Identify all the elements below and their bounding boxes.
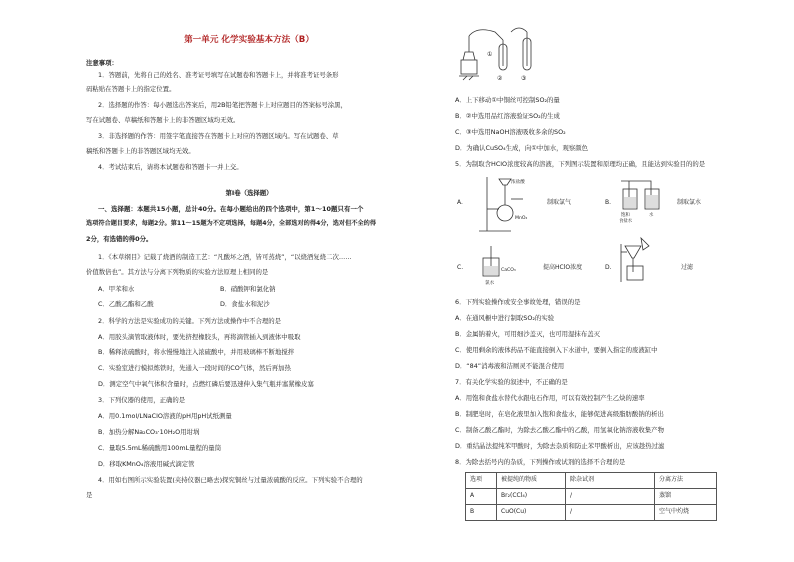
q4-option-c: C．③中选用NaOH溶液吸收多余的SO₂ — [455, 128, 566, 136]
question-1-stem: 价值数倍也”。其方法与分离下列物质的实验方法原理上相同的是 — [86, 268, 269, 276]
page-title: 第一单元 化学实验基本方法（B） — [184, 35, 314, 45]
table-cell: A — [466, 489, 497, 505]
q3-option-c: C．量取5.5mL稀硫酸用100mL量程的量筒 — [98, 444, 222, 452]
q5-option-c-letter: C. — [457, 264, 464, 271]
apparatus-label-1: ① — [487, 51, 493, 58]
q7-option-d: D．重结晶法提纯苯甲酸时，为除去杂质和防止苯甲酸析出，应该趁热过滤 — [455, 442, 665, 450]
chlorine-generator-figure — [477, 173, 537, 235]
question-3-stem: 3．下列仪器的使用，正确的是 — [98, 396, 186, 404]
q3-option-b: B．加热分解Na₂CO₃·10H₂O用坩埚 — [98, 428, 200, 436]
hclo-concentration-figure — [477, 244, 527, 288]
question-8-stem: 8．为除去括号内的杂质，下列操作或试剂的选择不合理的是 — [455, 458, 626, 466]
q2-option-a: A．用胶头滴管取液体时，要先挤捏橡胶头，再将滴管插入到液体中吸取 — [98, 333, 301, 341]
table-header-cell: 除杂试剂 — [566, 473, 655, 489]
q7-option-a: A．用饱和食盐水替代水跟电石作用，可以有效控制产生乙炔的速率 — [455, 394, 645, 402]
table-header-row — [466, 473, 717, 489]
question-1-stem: 1．《本草纲目》记载了烧酒的制造工艺：“凡酸坏之酒，皆可蒸烧”，“以烧酒复烧二次…… — [98, 253, 352, 261]
question-2-stem: 2．科学的方法是实验成功的关键。下列方法或操作中不合理的是 — [98, 317, 282, 325]
question-6-stem: 6．下列实验操作或安全事故处理，错误的是 — [455, 298, 581, 306]
apparatus-label-2: ② — [497, 75, 503, 82]
chlorine-water-figure — [619, 177, 665, 225]
q1-option-a: A．甲苯和水 — [98, 285, 135, 293]
q1-option-c: C．乙酸乙酯和乙酸 — [98, 300, 154, 308]
q6-option-d: D．“84”消毒液和洁厕灵不能混合使用 — [455, 362, 565, 370]
table-cell: / — [566, 489, 655, 505]
q6-option-a: A．在通风橱中进行制取SO₂的实验 — [455, 314, 555, 322]
q5-option-c-caption: 提高HClO浓度 — [543, 264, 583, 271]
q5-option-d-caption: 过滤 — [681, 264, 694, 271]
mno2-label: MnO₂ — [515, 216, 528, 221]
question-4-stem: 是 — [86, 491, 93, 499]
q4-option-b: B．②中选用品红溶液验证SO₂的生成 — [455, 112, 560, 120]
q3-option-a: A．用0.1mol/LNaClO溶液的pH用pH试纸测量 — [98, 412, 232, 420]
table-header-cell: 分离方法 — [655, 473, 717, 489]
q7-option-c: C．制备乙酸乙酯时，为除去乙酸乙酯中的乙酸，用氢氧化钠溶液收集产物 — [455, 426, 664, 434]
water-label: 水 — [649, 213, 654, 218]
q2-option-c: C．实验室进行模拟炼铁时，先通入一段时间的CO气体，然后再加热 — [98, 364, 291, 372]
intro-line: 一、选择题：本题共15小题，总计40分。在每小题给出的四个选项中，第1～10题只有一个 — [98, 205, 364, 213]
impurity-removal-table — [465, 472, 717, 521]
table-header-cell: 选项 — [466, 473, 497, 489]
note-line: 写在试题卷、草稿纸和答题卡上的非答题区域均无效。 — [86, 116, 240, 124]
caco3-label: CaCO₃ — [501, 268, 516, 273]
note-line: 码粘贴在答题卡上的指定位置。 — [86, 85, 176, 93]
question-5-stem: 5．为制取含HClO浓度较高的溶液，下列图示装置和原理均正确，且能达到实验目的的是 — [455, 160, 706, 168]
q1-option-b: B．硝酸钾和氯化钠 — [220, 285, 276, 293]
brine-label: 食盐水 — [619, 219, 633, 224]
q6-option-b: B．金属钠着火，可用细沙盖灭，也可用湿抹布盖灭 — [455, 330, 600, 338]
table-cell: 空气中灼烧 — [655, 505, 717, 521]
q5-option-a-caption: 制取氯气 — [547, 199, 572, 206]
notes-heading: 注意事项： — [86, 59, 118, 67]
note-line: 3．非选择题的作答：用签字笔直接答在答题卡上对应的答题区域内。写在试题卷、草 — [98, 132, 339, 140]
q5-option-b-caption: 制取氯水 — [677, 199, 702, 206]
q4-option-d: D．为确认CuSO₄生成，向①中加水，观察颜色 — [455, 144, 589, 152]
filtration-figure — [619, 238, 659, 284]
q7-option-b: B．制肥皂时，在皂化液里加入饱和食盐水，能够促进高级脂肪酸钠的析出 — [455, 410, 664, 418]
q3-option-d: D．移取KMnO₄溶液用碱式滴定管 — [98, 460, 195, 468]
section-heading: 第Ⅰ卷（选择题） — [225, 189, 273, 197]
table-cell: 蒸馏 — [655, 489, 717, 505]
intro-line: 2分，有选错的得0分。 — [86, 235, 153, 243]
q4-option-a: A．上下移动①中铜丝可控制SO₂的量 — [455, 96, 560, 104]
copper-sulfuric-apparatus-figure — [455, 22, 545, 86]
table-cell: CuO(Cu) — [497, 505, 566, 521]
table-cell: Br₂(CCl₄) — [497, 489, 566, 505]
note-line: 4．考试结束后，请将本试题卷和答题卡一并上交。 — [98, 163, 243, 171]
q5-option-d-letter: D. — [605, 264, 612, 271]
table-header-cell: 被提纯的物质 — [497, 473, 566, 489]
question-4-stem: 4．用如右图所示实验装置(夹持仪器已略去)探究铜丝与过量浓硫酸的反应。下列实验不合理的 — [98, 476, 363, 484]
q5-option-a-letter: A. — [457, 199, 463, 206]
chlorine-water-label: 氯水 — [485, 281, 495, 286]
q2-option-b: B．稀释浓硫酸时，将水慢慢地注入浓硫酸中，并用玻璃棒不断地搅拌 — [98, 348, 295, 356]
note-line: 1．答题前，先将自己的姓名、准考证号填写在试题卷和答题卡上，并将准考证号条形 — [98, 71, 339, 79]
saturated-label: 饱和 — [621, 213, 630, 218]
question-7-stem: 7．有关化学实验的叙述中，不正确的是 — [455, 378, 568, 386]
intro-line: 选项符合题目要求，每题2分。第11～15题为不定项选择，每题4分，全部选对的得4分，选对但不全的得 — [86, 220, 377, 227]
q6-option-c: C．使用剩余的液体药品不能直接倒入下水道中，要倒入指定的废液缸中 — [455, 346, 658, 354]
apparatus-label-3: ③ — [521, 75, 527, 82]
note-line: 2．选择题的作答：每小题选出答案后，用2B铅笔把答题卡上对应题目的答案标号涂黑， — [98, 101, 347, 109]
q2-option-d: D．测定空气中氧气体积含量时，点燃红磷后要迅速伸入集气瓶并塞紧橡皮塞 — [98, 380, 314, 388]
concentrated-hcl-label: 浓盐酸 — [511, 180, 525, 185]
q5-option-b-letter: B. — [605, 199, 612, 206]
table-row — [466, 489, 717, 505]
note-line: 稿纸和答题卡上的非答题区域均无效。 — [86, 147, 195, 155]
q1-option-d: D．食盐水和泥沙 — [220, 300, 270, 308]
table-cell: / — [566, 505, 655, 521]
table-cell: B — [466, 505, 497, 521]
table-row — [466, 505, 717, 521]
